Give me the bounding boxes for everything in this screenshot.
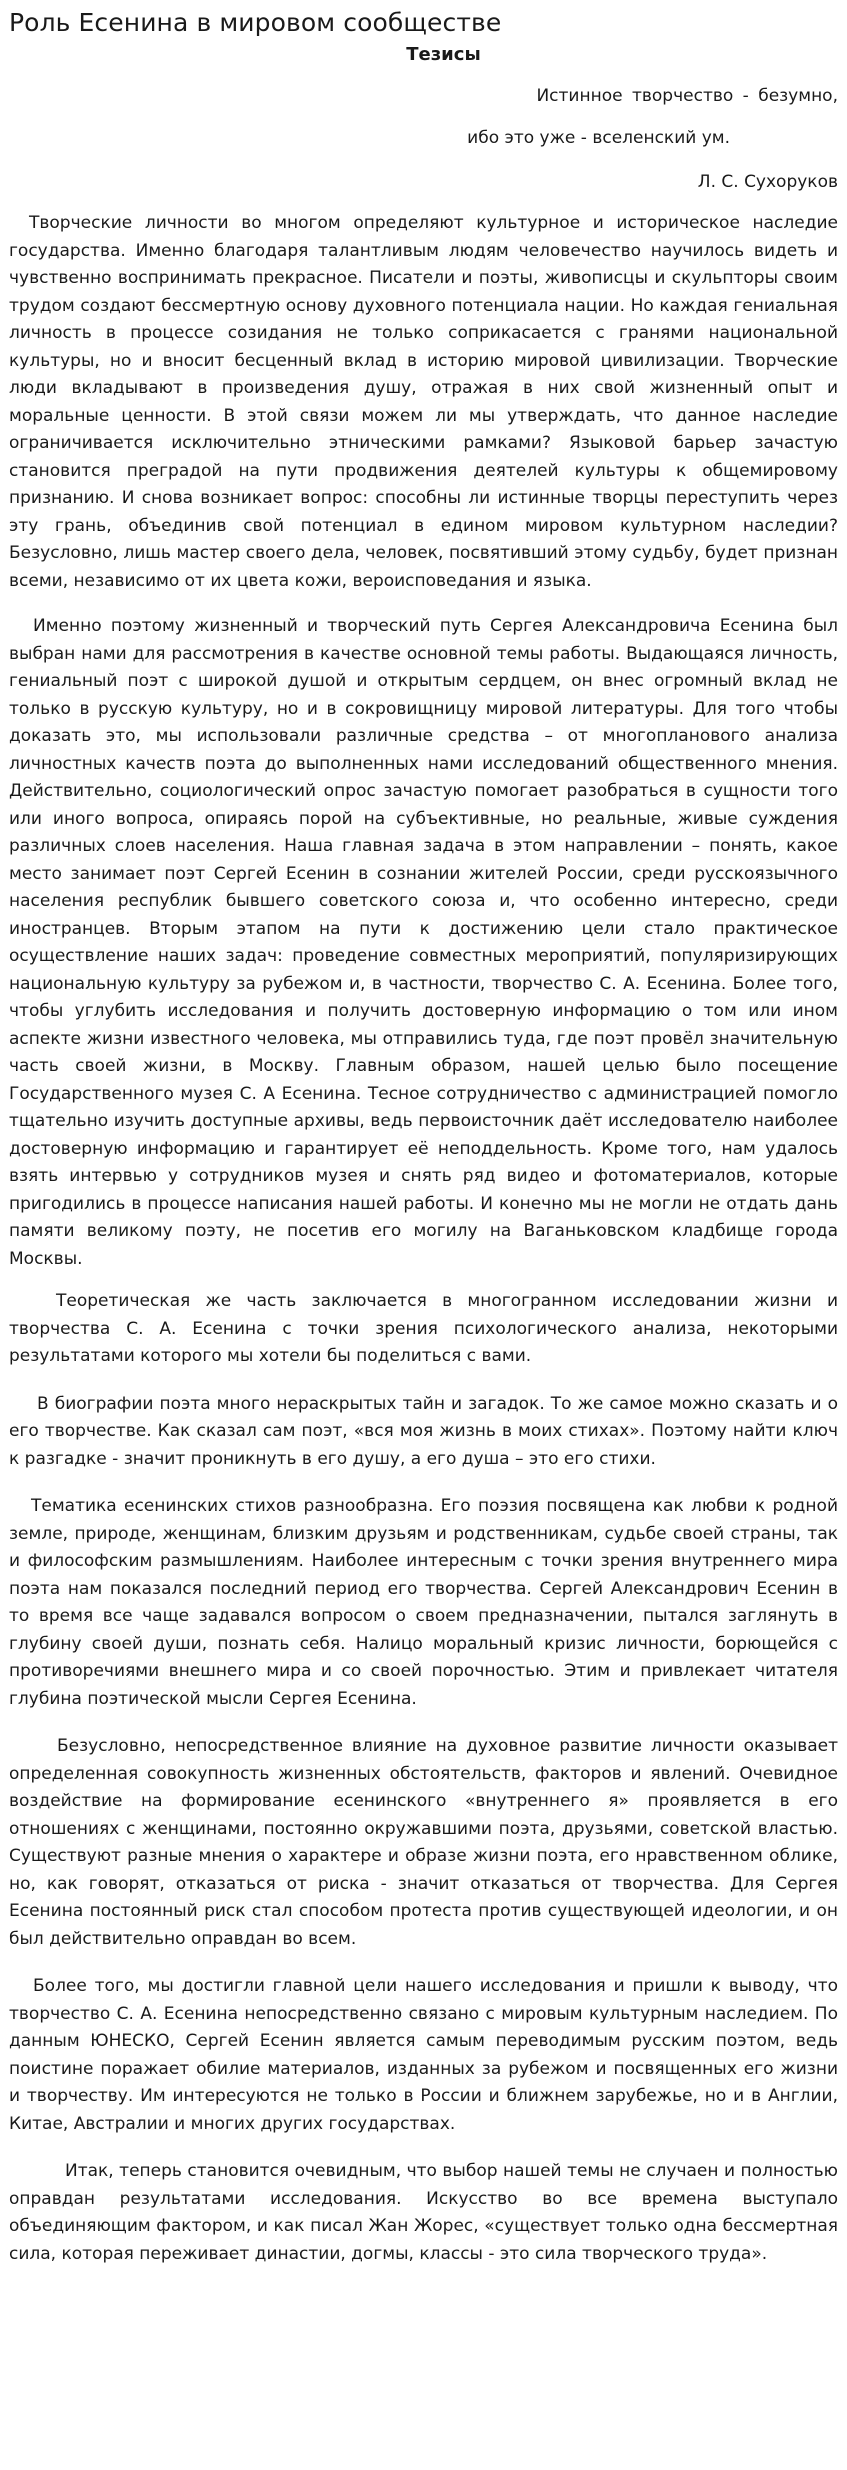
- paragraph-biography: В биографии поэта много нераскрытых тайн и загадок. То же самое можно сказать и о его творчестве. Как сказал сам поэт, «вся моя жизнь в моих стихах». Поэтому найти ключ к разгадке - значит проникнуть в его душу, а его душа – это его стихи.: [9, 1393, 838, 1469]
- epigraph: [9, 82, 838, 196]
- epigraph-author: Л. С. Сухоруков: [697, 172, 838, 192]
- document-body: [9, 210, 838, 2268]
- paragraph-world-heritage: Более того, мы достигли главной цели нашего исследования и пришли к выводу, что творчество С. А. Есенина непосредственно связано с мировым культурным наследием. По данным ЮНЕСКО, Сергей Есенин является самым переводимым русским поэтом, ведь поистине поражает обилие материалов, изданных за рубежом и посвященных его жизни и творчеству. Им интересуются не только в России и ближнем зарубежье, но и в Англии, Китае, Австралии и многих других государствах.: [9, 1976, 838, 2134]
- paragraph-themes: Тематика есенинских стихов разнообразна. Его поэзия посвящена как любви к родной земле, природе, женщинам, близким друзьям и родственникам, судьбе своей страны, так и философским размышлениям. Наиболее интересным с точки зрения внутреннего мира поэта нам показался последний период его творчества. Сергей Александрович Есенин в то время все чаще задавался вопросом о своем предназначении, пытался заглянуть в глубину своей души, познать себя. Налицо моральный кризис личности, борющейся с противоречиями внешнего мира и со своей порочностью. Этим и привлекает читателя глубина поэтической мысли Сергея Есенина.: [9, 1496, 838, 1709]
- paragraph-influence: Безусловно, непосредственное влияние на духовное развитие личности оказывает определенная совокупность жизненных обстоятельств, факторов и явлений. Очевидное воздействие на формирование есенинского «внутреннего я» проявляется в его отношениях с женщинами, постоянно окружавшими поэта, друзьями, советской властью. Существуют разные мнения о характере и образе жизни поэта, его нравственном облике, но, как говорят, отказаться от риска - значит отказаться от творчества. Для Сергея Есенина постоянный риск стал способом протеста против существующей идеологии, и он был действительно оправдан во всем.: [9, 1736, 838, 1949]
- paragraph-intro: Творческие личности во многом определяют культурное и историческое наследие государства. Именно благодаря талантливым людям человечество научилось видеть и чувственно воспринимать прекрасное. Писатели и поэты, живописцы и скульпторы своим трудом создают бессмертную основу духовного потенциала нации. Но каждая гениальная личность в процессе созидания не только соприкасается с гранями национальной культуры, но и вносит бесценный вклад в историю мировой цивилизации. Творческие люди вкладывают в произведения душу, отражая в них свой жизненный опыт и моральные ценности. В этой связи можем ли мы утверждать, что данное наследие ограничивается исключительно этническими рамками? Языковой барьер зачастую становится преградой на пути продвижения деятелей культуры к общемировому признанию. И снова возникает вопрос: способны ли истинные творцы переступить через эту грань, объединив свой потенциал в едином мировом культурном наследии? Безусловно, лишь мастер своего дела, человек, посвятивший этому судьбу, будет признан всеми, независимо от их цвета кожи, вероисповедания и языка.: [9, 213, 838, 591]
- epigraph-line-2: ибо это уже - вселенский ум.: [467, 128, 730, 148]
- paragraph-research-path: Именно поэтому жизненный и творческий путь Сергея Александровича Есенина был выбран нами для рассмотрения в качестве основной темы работы. Выдающаяся личность, гениальный поэт с широкой душой и открытым сердцем, он внес огромный вклад не только в русскую культуру, но и в сокровищницу мировой литературы. Для того чтобы доказать это, мы использовали различные средства – от многопланового анализа личностных качеств поэта до выполненных нами исследований общественного мнения. Действительно, социологический опрос зачастую помогает разобраться в сущности того или иного вопроса, опираясь порой на субъективные, но реальные, живые суждения различных слоев населения. Наша главная задача в этом направлении – понять, какое место занимает поэт Сергей Есенин в сознании жителей России, среди русскоязычного населения республик бывшего советского союза и, что особенно интересно, среди иностранцев. Вторым этапом на пути к достижению цели стало практическое осуществление наших задач: проведение совместных мероприятий, популяризирующих национальную культуру за рубежом и, в частности, творчество С. А. Есенина. Более того, чтобы углубить исследования и получить достоверную информацию о том или ином аспекте жизни известного человека, мы отправились туда, где поэт провёл значительную часть своей жизни, в Москву. Главным образом, нашей целью было посещение Государственного музея С. А Есенина. Тесное сотрудничество с администрацией помогло тщательно изучить доступные архивы, ведь первоисточник даёт исследователю наиболее достоверную информацию и гарантирует её неподдельность. Кроме того, нам удалось взять интервью у сотрудников музея и снять ряд видео и фотоматериалов, которые пригодились в процессе написания нашей работы. И конечно мы не могли не отдать дань памяти великому поэту, не посетив его могилу на Ваганьковском кладбище города Москвы.: [9, 616, 838, 1269]
- document-subtitle: Тезисы: [406, 44, 481, 65]
- epigraph-line-1: Истинное творчество - безумно,: [536, 86, 838, 106]
- paragraph-conclusion: Итак, теперь становится очевидным, что выбор нашей темы не случаен и полностью оправдан результатами исследования. Искусство во все времена выступало объединяющим фактором, и как писал Жан Жорес, «существует только одна бессмертная сила, которая переживает династии, догмы, классы - это сила творческого труда».: [9, 2161, 838, 2264]
- paragraph-theory: Теоретическая же часть заключается в многогранном исследовании жизни и творчества С. А. Есенина с точки зрения психологического анализа, некоторыми результатами которого мы хотели бы поделиться с вами.: [9, 1291, 838, 1366]
- document-title: Роль Есенина в мировом сообществе: [9, 8, 502, 37]
